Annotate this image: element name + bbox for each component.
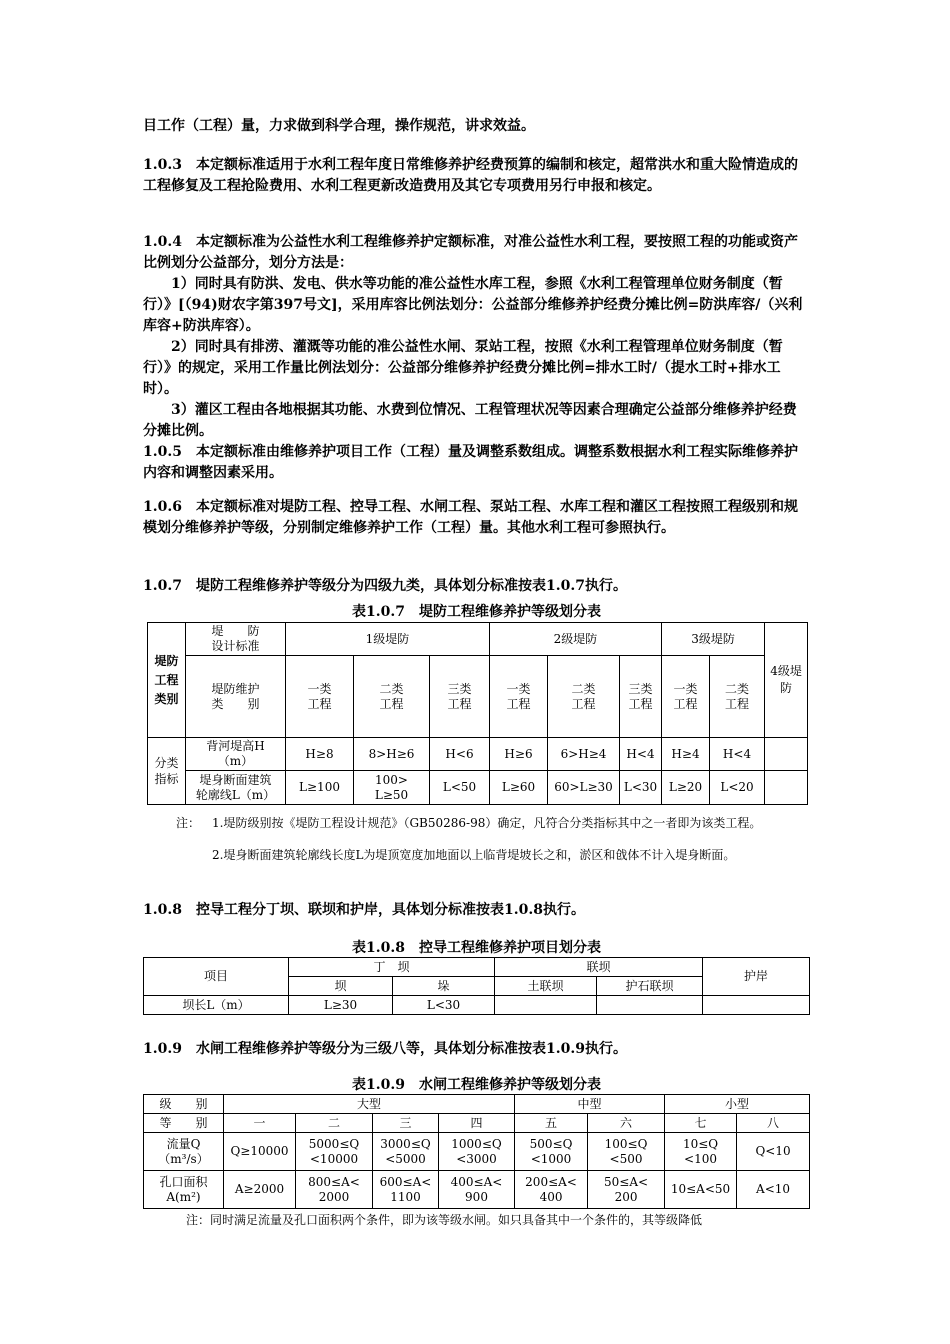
- table-note: 注：同时满足流量及孔口面积两个条件，即为该等级水闸。如只具备其中一个条件的，其等级降低: [186, 1213, 703, 1227]
- table-cell: L≥100: [286, 771, 354, 805]
- paragraph-continuation: 目工作（工程）量，力求做到科学合理，操作规范，讲求效益。: [143, 118, 535, 134]
- table-cell: 50≤A< 200: [588, 1171, 665, 1209]
- table-cell: 八: [737, 1114, 810, 1133]
- table-cell: 1000≤Q <3000: [439, 1133, 515, 1171]
- table-note: 2.堤身断面建筑轮廓线长度L为堤顶宽度加地面以上临背堤坡长之和，淤区和戗体不计入堤身断面。: [212, 848, 736, 862]
- table-cell: 200≤A< 400: [515, 1171, 588, 1209]
- table-cell: 土联坝: [495, 977, 597, 996]
- table-cell: 500≤Q <1000: [515, 1133, 588, 1171]
- table-cell: [495, 996, 597, 1015]
- table-cell: 400≤A< 900: [439, 1171, 515, 1209]
- table-cell: H<4: [710, 738, 765, 771]
- table-cell: 10≤A<50: [665, 1171, 737, 1209]
- table-cell: 4级堤防: [765, 623, 808, 738]
- table-cell: 分类指标: [148, 738, 186, 805]
- table-cell: 60>L≥30: [548, 771, 620, 805]
- table-cell: 二类 工程: [548, 656, 620, 738]
- table-caption: 表1.0.8 控导工程维修养护项目划分表: [352, 940, 601, 956]
- table-cell: 100≤Q <500: [588, 1133, 665, 1171]
- table-cell: 2级堤防: [490, 623, 662, 656]
- table-cell: H<4: [620, 738, 662, 771]
- table-cell: H<6: [430, 738, 490, 771]
- paragraph-1-0-6: 1.0.6 本定额标准对堤防工程、控导工程、水闸工程、泵站工程、水库工程和灌区工程按照工程级别和规模划分维修养护等级，分别制定维修养护工作（工程）量。其他水利工程可参照执行。: [143, 499, 798, 536]
- table-cell: [597, 996, 703, 1015]
- table-cell: 坝长L（m）: [144, 996, 289, 1015]
- table-cell: 一类 工程: [662, 656, 710, 738]
- table-cell: [703, 996, 810, 1015]
- table-cell: H≥6: [490, 738, 548, 771]
- table-1-0-7: [147, 622, 808, 805]
- table-cell: 3000≤Q <5000: [373, 1133, 439, 1171]
- table-cell: 三: [373, 1114, 439, 1133]
- table-cell: H≥8: [286, 738, 354, 771]
- table-cell: 五: [515, 1114, 588, 1133]
- table-cell: L≥30: [289, 996, 393, 1015]
- table-cell: 5000≤Q <10000: [296, 1133, 373, 1171]
- table-cell: 3级堤防: [662, 623, 765, 656]
- table-cell: 项目: [144, 958, 289, 996]
- table-cell: L≥20: [662, 771, 710, 805]
- table-caption: 表1.0.9 水闸工程维修养护等级划分表: [352, 1077, 601, 1093]
- table-cell: L<30: [620, 771, 662, 805]
- table-cell: L<50: [430, 771, 490, 805]
- table-cell: 二类 工程: [354, 656, 430, 738]
- table-cell: A≥2000: [224, 1171, 296, 1209]
- paragraph-1-0-4: 1.0.4 本定额标准为公益性水利工程维修养护定额标准，对准公益性水利工程，要按照工程的功能或资产比例划分公益部分，划分方法是：: [143, 234, 798, 271]
- paragraph-1-0-4-item3: 3）灌区工程由各地根据其功能、水费到位情况、工程管理状况等因素合理确定公益部分维修养护经费分摊比例。: [143, 402, 797, 439]
- table-cell: 二: [296, 1114, 373, 1133]
- table-cell: Q<10: [737, 1133, 810, 1171]
- table-cell: A<10: [737, 1171, 810, 1209]
- table-cell: 小型: [665, 1095, 810, 1114]
- table-cell: 堤防工程类别: [148, 623, 186, 738]
- table-cell: 等 别: [144, 1114, 224, 1133]
- table-cell: 1级堤防: [286, 623, 490, 656]
- table-cell: 七: [665, 1114, 737, 1133]
- table-cell: L<30: [393, 996, 495, 1015]
- table-cell: Q≥10000: [224, 1133, 296, 1171]
- table-cell: 堤 防 设计标准: [186, 623, 286, 656]
- table-cell: L≥60: [490, 771, 548, 805]
- paragraph-1-0-7: 1.0.7 堤防工程维修养护等级分为四级九类，具体划分标准按表1.0.7执行。: [143, 578, 627, 594]
- table-cell: 6>H≥4: [548, 738, 620, 771]
- table-cell: 丁 坝: [289, 958, 495, 977]
- table-cell: 堤防维护 类 别: [186, 656, 286, 738]
- table-cell: 三类 工程: [430, 656, 490, 738]
- table-cell: 堤身断面建筑 轮廓线L（m）: [186, 771, 286, 805]
- table-1-0-9: [143, 1094, 810, 1209]
- table-cell: 六: [588, 1114, 665, 1133]
- table-cell: 坝: [289, 977, 393, 996]
- table-cell: 级 别: [144, 1095, 224, 1114]
- table-cell: H≥4: [662, 738, 710, 771]
- table-cell: 一类 工程: [490, 656, 548, 738]
- note-prefix: 注：: [176, 816, 201, 830]
- table-1-0-8: [143, 957, 810, 1015]
- paragraph-1-0-8: 1.0.8 控导工程分丁坝、联坝和护岸，具体划分标准按表1.0.8执行。: [143, 902, 585, 918]
- table-cell: 垛: [393, 977, 495, 996]
- paragraph-1-0-5: 1.0.5 本定额标准由维修养护项目工作（工程）量及调整系数组成。调整系数根据水利工程实际维修养护内容和调整因素采用。: [143, 444, 798, 481]
- paragraph-1-0-3: 1.0.3 本定额标准适用于水利工程年度日常维修养护经费预算的编制和核定，超常洪水和重大险情造成的工程修复及工程抢险费用、水利工程更新改造费用及其它专项费用另行申报和核定。: [143, 157, 798, 194]
- table-cell: 护石联坝: [597, 977, 703, 996]
- table-cell: 10≤Q <100: [665, 1133, 737, 1171]
- table-cell: 800≤A< 2000: [296, 1171, 373, 1209]
- table-cell: [765, 738, 808, 771]
- table-cell: 一: [224, 1114, 296, 1133]
- table-cell: 联坝: [495, 958, 703, 977]
- paragraph-1-0-9: 1.0.9 水闸工程维修养护等级分为三级八等，具体划分标准按表1.0.9执行。: [143, 1041, 627, 1057]
- table-cell: 一类 工程: [286, 656, 354, 738]
- table-note: 1.堤防级别按《堤防工程设计规范》（GB50286-98）确定，凡符合分类指标其中之一者即为该类工程。: [212, 816, 762, 830]
- table-cell: 背河堤高H （m）: [186, 738, 286, 771]
- table-cell: 600≤A< 1100: [373, 1171, 439, 1209]
- table-cell: 大型: [224, 1095, 515, 1114]
- table-caption: 表1.0.7 堤防工程维修养护等级划分表: [352, 604, 601, 620]
- table-cell: L<20: [710, 771, 765, 805]
- table-cell: 护岸: [703, 958, 810, 996]
- table-cell: 三类 工程: [620, 656, 662, 738]
- table-cell: 二类 工程: [710, 656, 765, 738]
- table-cell: 100> L≥50: [354, 771, 430, 805]
- table-cell: 流量Q （m³/s）: [144, 1133, 224, 1171]
- paragraph-1-0-4-item2: 2）同时具有排涝、灌溉等功能的准公益性水闸、泵站工程，按照《水利工程管理单位财务制度（暂行）》的规定，采用工作量比例法划分：公益部分维修养护经费分摊比例=排水工时/（提水工时+排水工时）。: [143, 339, 783, 397]
- table-cell: 中型: [515, 1095, 665, 1114]
- table-cell: [765, 771, 808, 805]
- paragraph-1-0-4-item1: 1）同时具有防洪、发电、供水等功能的准公益性水库工程，参照《水利工程管理单位财务制度（暂行）》[（94)财农字第397号文]，采用库容比例法划分：公益部分维修养护经费分摊比例=防洪库容/（兴利库容+防洪库容）。: [143, 276, 803, 334]
- table-cell: 孔口面积 A(m²): [144, 1171, 224, 1209]
- table-cell: 四: [439, 1114, 515, 1133]
- table-cell: 8>H≥6: [354, 738, 430, 771]
